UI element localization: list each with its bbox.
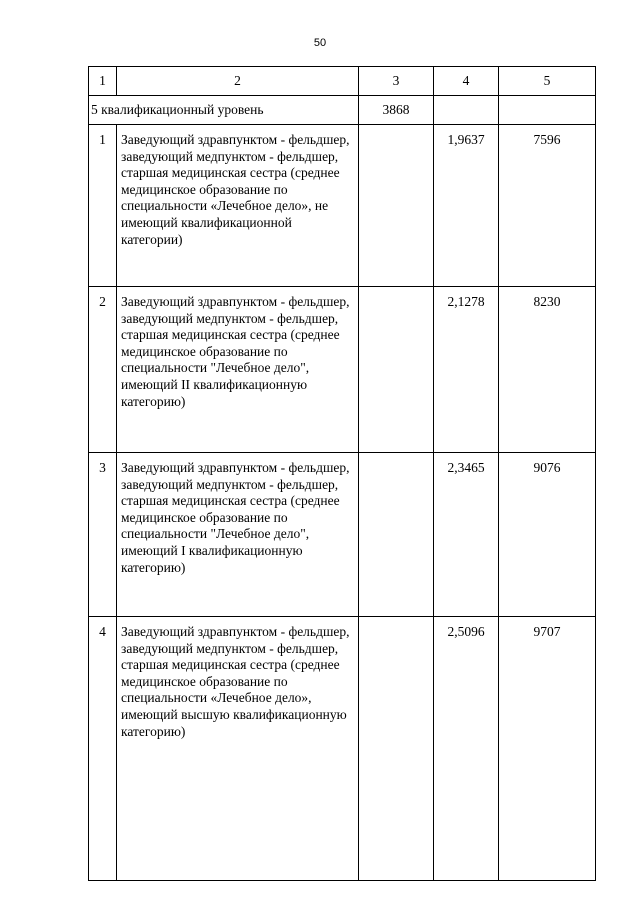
table-row — [89, 125, 596, 287]
qualification-level-label: 5 квалификационный уровень — [89, 96, 359, 125]
salary-table — [88, 66, 596, 881]
salary-cell: 9076 — [499, 453, 596, 617]
position-name: Заведующий здравпунктом - фельдшер, заведующий медпунктом - фельдшер, старшая медицинская сестра (среднее медицинское образование по специальности "Лечебное дело", имеющий I квалификационную категорию) — [117, 453, 359, 617]
row-number: 2 — [89, 287, 117, 453]
table-header-row — [89, 67, 596, 96]
coefficient-cell: 2,5096 — [434, 617, 499, 881]
table-row — [89, 453, 596, 617]
qualification-level-salary-empty — [499, 96, 596, 125]
row-number: 4 — [89, 617, 117, 881]
header-cell-3: 3 — [359, 67, 434, 96]
table-row — [89, 287, 596, 453]
coefficient-cell: 1,9637 — [434, 125, 499, 287]
base-salary-cell — [359, 617, 434, 881]
base-salary-cell — [359, 453, 434, 617]
position-name: Заведующий здравпунктом - фельдшер, заведующий медпунктом - фельдшер, старшая медицинская сестра (среднее медицинское образование по специальности "Лечебное дело", имеющий II квалификационную категорию) — [117, 287, 359, 453]
salary-cell: 8230 — [499, 287, 596, 453]
salary-cell: 9707 — [499, 617, 596, 881]
qualification-level-base-salary: 3868 — [359, 96, 434, 125]
position-name: Заведующий здравпунктом - фельдшер, заведующий медпунктом - фельдшер, старшая медицинская сестра (среднее медицинское образование по специальности «Лечебное дело», не имеющий квалификационной категории) — [117, 125, 359, 287]
header-cell-2: 2 — [117, 67, 359, 96]
row-number: 1 — [89, 125, 117, 287]
coefficient-cell: 2,1278 — [434, 287, 499, 453]
base-salary-cell — [359, 125, 434, 287]
table-row — [89, 617, 596, 881]
position-name: Заведующий здравпунктом - фельдшер, заведующий медпунктом - фельдшер, старшая медицинская сестра (среднее медицинское образование по специальности «Лечебное дело», имеющий высшую квалификационную категорию) — [117, 617, 359, 881]
qualification-level-coef-empty — [434, 96, 499, 125]
header-cell-4: 4 — [434, 67, 499, 96]
header-cell-5: 5 — [499, 67, 596, 96]
page-number: 50 — [313, 37, 327, 49]
base-salary-cell — [359, 287, 434, 453]
qualification-level-row — [89, 96, 596, 125]
row-number: 3 — [89, 453, 117, 617]
header-cell-1: 1 — [89, 67, 117, 96]
salary-cell: 7596 — [499, 125, 596, 287]
coefficient-cell: 2,3465 — [434, 453, 499, 617]
